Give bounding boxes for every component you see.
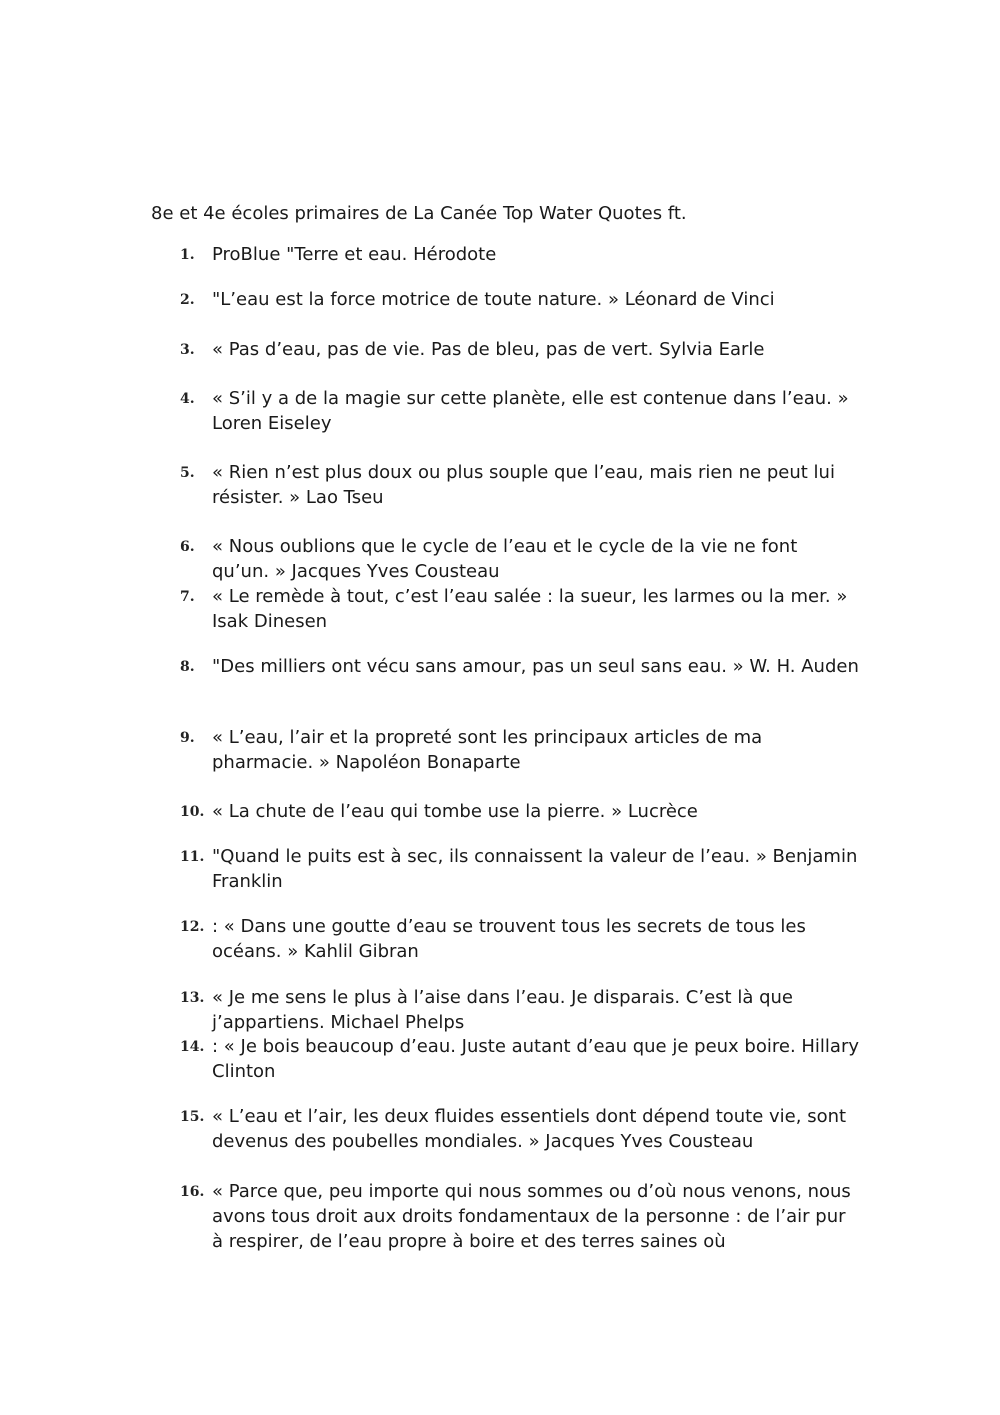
quote-number: 10. [180, 804, 205, 820]
quote-item [180, 460, 860, 510]
quote-text: « L’eau et l’air, les deux fluides essentiels dont dépend toute vie, sont devenus des poubelles mondiales. » Jacques Yves Cousteau [212, 1106, 847, 1152]
quote-number: 11. [180, 849, 205, 865]
quote-item [180, 985, 860, 1035]
quote-item [180, 337, 860, 362]
quote-item [180, 584, 860, 634]
quote-item [180, 1104, 860, 1154]
quote-number: 3. [180, 342, 195, 358]
quote-item [180, 386, 860, 436]
quote-item [180, 287, 860, 312]
quote-text: ProBlue "Terre et eau. Hérodote [212, 244, 497, 265]
quote-text: : « Dans une goutte d’eau se trouvent tous les secrets de tous les océans. » Kahlil Gibran [212, 916, 806, 962]
quote-item [180, 725, 860, 775]
quote-number: 4. [180, 391, 195, 407]
quote-item [180, 1034, 860, 1084]
quote-text: « La chute de l’eau qui tombe use la pierre. » Lucrèce [212, 801, 698, 822]
quote-item [180, 844, 860, 894]
quote-item [180, 534, 860, 584]
quote-text: « Pas d’eau, pas de vie. Pas de bleu, pas de vert. Sylvia Earle [212, 339, 765, 360]
quote-item [180, 654, 860, 679]
quote-number: 12. [180, 919, 205, 935]
quote-text: « Rien n’est plus doux ou plus souple que l’eau, mais rien ne peut lui résister. » Lao Tseu [212, 462, 835, 508]
quote-text: « Le remède à tout, c’est l’eau salée : la sueur, les larmes ou la mer. » Isak Dinesen [212, 586, 848, 632]
quote-number: 1. [180, 247, 195, 263]
quote-text: "Quand le puits est à sec, ils connaissent la valeur de l’eau. » Benjamin Franklin [212, 846, 858, 892]
quote-number: 9. [180, 730, 195, 746]
quote-number: 13. [180, 990, 205, 1006]
quote-item [180, 242, 860, 267]
quote-text: "L’eau est la force motrice de toute nature. » Léonard de Vinci [212, 289, 775, 310]
quote-text: « L’eau, l’air et la propreté sont les principaux articles de ma pharmacie. » Napoléon Bonaparte [212, 727, 763, 773]
quote-number: 8. [180, 659, 195, 675]
quote-text: « Nous oublions que le cycle de l’eau et le cycle de la vie ne font qu’un. » Jacques Yves Cousteau [212, 536, 798, 582]
quote-number: 7. [180, 589, 195, 605]
quote-text: « Je me sens le plus à l’aise dans l’eau. Je disparais. C’est là que j’appartiens. Michael Phelps [212, 987, 793, 1033]
quote-number: 16. [180, 1184, 205, 1200]
document-title: 8e et 4e écoles primaires de La Canée Top Water Quotes ft. [151, 203, 687, 224]
quote-text: « Parce que, peu importe qui nous sommes ou d’où nous venons, nous avons tous droit aux droits fondamentaux de la personne : de l’air pur à respirer, de l’eau propre à boire et des terres saines où [212, 1181, 851, 1252]
quote-number: 2. [180, 292, 195, 308]
quote-number: 14. [180, 1039, 205, 1055]
quote-text: « S’il y a de la magie sur cette planète, elle est contenue dans l’eau. » Loren Eiseley [212, 388, 849, 434]
quote-text: "Des milliers ont vécu sans amour, pas un seul sans eau. » W. H. Auden [212, 656, 859, 677]
quote-number: 15. [180, 1109, 205, 1125]
quote-item [180, 914, 860, 964]
quote-text: : « Je bois beaucoup d’eau. Juste autant d’eau que je peux boire. Hillary Clinton [212, 1036, 860, 1082]
quote-number: 5. [180, 465, 195, 481]
quote-item [180, 1179, 860, 1254]
quote-item [180, 799, 860, 824]
quote-number: 6. [180, 539, 195, 555]
